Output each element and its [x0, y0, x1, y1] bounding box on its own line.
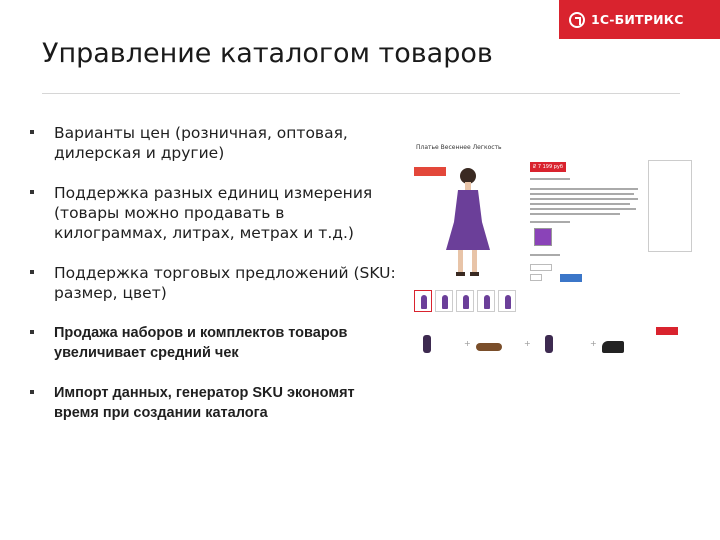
logo-text: 1С-БИТРИКС	[591, 12, 684, 27]
desc-line	[530, 203, 630, 205]
bullet-text: Продажа наборов и комплектов товаров увеличивает средний чек	[54, 325, 348, 361]
thumbnail[interactable]	[498, 290, 516, 312]
bullet-text: Поддержка торговых предложений (SKU: размер, цвет)	[54, 264, 396, 302]
desc-line	[530, 208, 636, 210]
plus-icon: +	[464, 339, 471, 348]
thumbnail[interactable]	[414, 290, 432, 312]
bullet-item	[28, 123, 398, 163]
slide-title: Управление каталогом товаров	[42, 38, 493, 69]
quantity-stepper[interactable]	[530, 274, 542, 281]
size-selector[interactable]	[530, 264, 552, 271]
desc-line	[530, 213, 620, 215]
set-item-dress	[540, 333, 558, 355]
set-item-dress	[418, 333, 436, 355]
desc-line	[530, 254, 560, 256]
thumbnail[interactable]	[477, 290, 495, 312]
brand-sidebar	[648, 160, 692, 252]
set-item-belt	[476, 343, 502, 351]
bullet-text: Поддержка разных единиц измерения (товары можно продавать в килограммах, литрах, метрах и т.д.)	[54, 184, 373, 242]
thumbnail[interactable]	[456, 290, 474, 312]
set-item-shoes	[602, 341, 624, 353]
plus-icon: +	[590, 339, 597, 348]
desc-line	[530, 193, 634, 195]
dress-model-image	[432, 162, 502, 282]
bullet-item	[28, 263, 398, 303]
bullet-marker	[30, 130, 34, 134]
title-divider	[42, 93, 680, 94]
bullet-text: Импорт данных, генератор SKU экономят время при создании каталога	[54, 385, 355, 421]
desc-line	[530, 221, 570, 223]
bullet-marker	[30, 270, 34, 274]
bullet-list	[28, 123, 398, 443]
bullet-item	[28, 183, 398, 243]
product-page-screenshot	[412, 140, 694, 380]
bullet-marker	[30, 330, 34, 334]
product-title: Платье Весеннее Легкость	[416, 144, 502, 151]
add-to-cart-button[interactable]	[560, 274, 582, 282]
set-price-tag	[656, 327, 678, 335]
bullet-item	[28, 323, 398, 363]
thumbnail[interactable]	[435, 290, 453, 312]
bitrix-logo	[559, 0, 720, 39]
bullet-marker	[30, 190, 34, 194]
desc-line	[530, 198, 638, 200]
bitrix-logo-icon	[569, 12, 585, 28]
color-swatch[interactable]	[534, 228, 552, 246]
bullet-text: Варианты цен (розничная, оптовая, дилерская и другие)	[54, 124, 348, 162]
bullet-marker	[30, 390, 34, 394]
desc-line	[530, 178, 570, 180]
price-tag: ₽ 7 199 руб	[530, 162, 566, 172]
plus-icon: +	[524, 339, 531, 348]
bullet-item	[28, 383, 398, 423]
desc-line	[530, 188, 638, 190]
thumbnail-strip	[414, 290, 516, 312]
product-set	[414, 325, 694, 365]
